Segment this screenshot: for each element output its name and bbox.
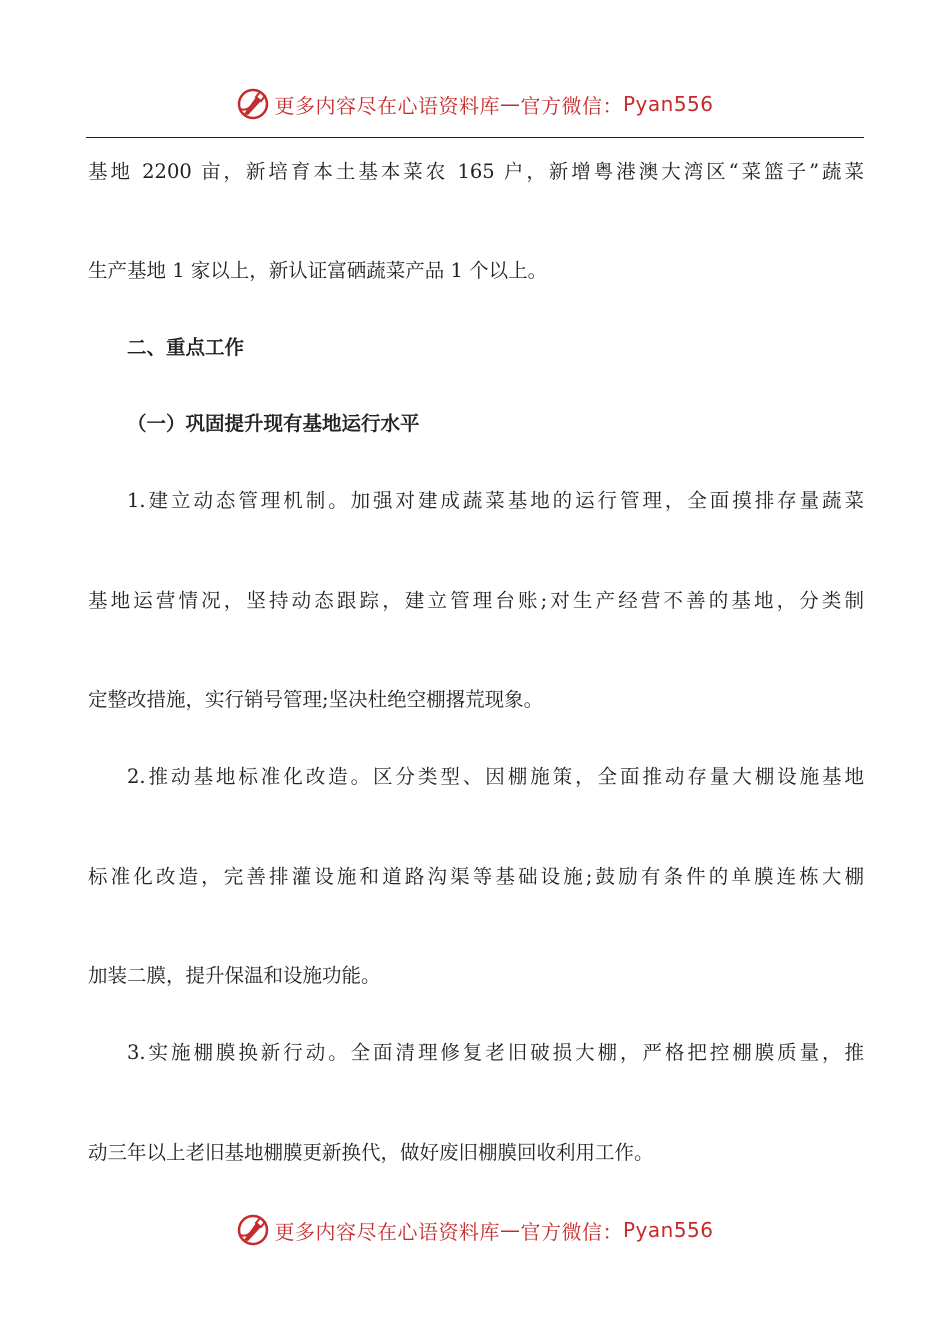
footer-banner (0, 1210, 950, 1250)
pen-nib-logo-icon (236, 1213, 270, 1247)
footer-wechat-id: Pyan556 (622, 1218, 714, 1242)
section-heading: 二、重点工作 (127, 336, 245, 359)
paragraph-3-line-1: 3.实施棚膜换新行动。全面清理修复老旧破损大棚，严格把控棚膜质量，推 (127, 1041, 864, 1064)
paragraph-3-line-2: 动三年以上老旧基地棚膜更新换代，做好废旧棚膜回收利用工作。 (88, 1141, 654, 1164)
paragraph-intro-line-1: 基地 2200 亩，新培育本土基本菜农 165 户，新增粤港澳大湾区“菜篮子”蔬菜 (88, 160, 864, 183)
footer-brand: 更多内容尽在心语资料库 (274, 1219, 500, 1244)
paragraph-2-line-2: 标准化改造，完善排灌设施和道路沟渠等基础设施;鼓励有条件的单膜连栋大棚 (88, 865, 864, 888)
header-brand: 更多内容尽在心语资料库 (274, 93, 500, 118)
header-wechat-id: Pyan556 (622, 92, 714, 116)
subsection-heading: （一）巩固提升现有基地运行水平 (127, 412, 420, 435)
footer-wechat-label: 官方微信： (520, 1219, 623, 1244)
header-wechat-label: 官方微信： (520, 93, 623, 118)
paragraph-2-line-3: 加装二膜，提升保温和设施功能。 (88, 964, 381, 987)
header-divider (86, 137, 864, 138)
header-banner (0, 84, 950, 124)
paragraph-1-line-3: 定整改措施，实行销号管理;坚决杜绝空棚撂荒现象。 (88, 688, 544, 711)
paragraph-1-line-2: 基地运营情况，坚持动态跟踪，建立管理台账;对生产经营不善的基地，分类制 (88, 589, 864, 612)
header-dash: — (499, 92, 521, 116)
paragraph-1-line-1: 1.建立动态管理机制。加强对建成蔬菜基地的运行管理，全面摸排存量蔬菜 (127, 489, 864, 512)
paragraph-2-line-1: 2.推动基地标准化改造。区分类型、因棚施策，全面推动存量大棚设施基地 (127, 765, 864, 788)
pen-nib-logo-icon (236, 87, 270, 121)
paragraph-intro-line-2: 生产基地 1 家以上，新认证富硒蔬菜产品 1 个以上。 (88, 259, 548, 282)
footer-dash: — (499, 1218, 521, 1242)
